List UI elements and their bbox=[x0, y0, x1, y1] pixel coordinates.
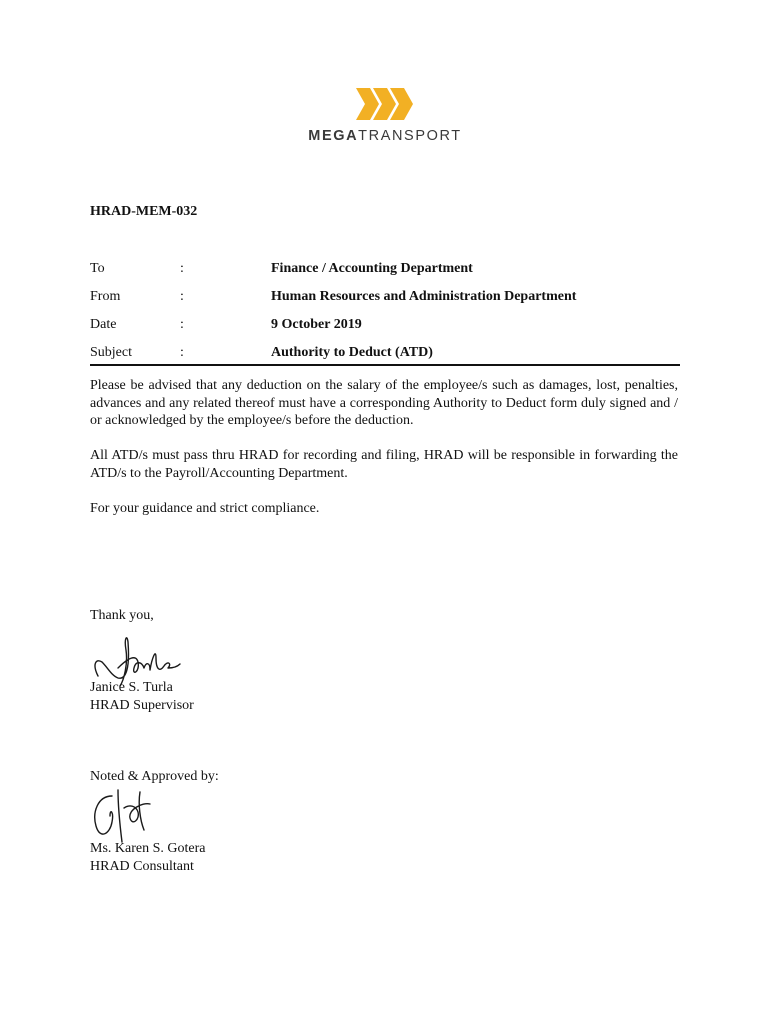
body-paragraph: Please be advised that any deduction on the salary of the employee/s such as damages, lost, penalties, advances and any related thereof must have a corresponding Authority to Deduct form duly signed and / or acknowledged by the employee/s before the deduction. bbox=[90, 378, 678, 428]
header-label: From bbox=[90, 289, 121, 304]
header-value: 9 October 2019 bbox=[271, 317, 362, 332]
chevrons-logo-icon bbox=[354, 86, 414, 122]
company-logo bbox=[0, 86, 768, 144]
logo-chevron bbox=[356, 88, 379, 120]
header-divider bbox=[90, 364, 680, 366]
header-label: To bbox=[90, 261, 105, 276]
header-colon: : bbox=[180, 289, 184, 304]
logo-text-bold: MEGA bbox=[308, 128, 359, 144]
memo-number: HRAD-MEM-032 bbox=[90, 204, 198, 219]
logo-wordmark bbox=[0, 128, 768, 144]
signatory-title: HRAD Supervisor bbox=[90, 698, 194, 713]
body-paragraph: All ATD/s must pass thru HRAD for recording and filing, HRAD will be responsible in forwarding the ATD/s to the Payroll/Accounting Department. bbox=[90, 448, 678, 481]
header-label: Subject bbox=[90, 345, 132, 360]
header-colon: : bbox=[180, 261, 184, 276]
header-value: Finance / Accounting Department bbox=[271, 261, 473, 276]
body-paragraph: For your guidance and strict compliance. bbox=[90, 501, 320, 516]
header-colon: : bbox=[180, 345, 184, 360]
logo-text-regular: TRANSPORT bbox=[358, 128, 462, 144]
header-value: Human Resources and Administration Department bbox=[271, 289, 577, 304]
signature-2 bbox=[88, 786, 158, 846]
signatory-name: Ms. Karen S. Gotera bbox=[90, 841, 206, 856]
closing-text: Thank you, bbox=[90, 608, 154, 623]
approved-label: Noted & Approved by: bbox=[90, 769, 219, 784]
signatory-name: Janice S. Turla bbox=[90, 680, 173, 695]
header-label: Date bbox=[90, 317, 117, 332]
header-value: Authority to Deduct (ATD) bbox=[271, 345, 433, 360]
header-colon: : bbox=[180, 317, 184, 332]
signatory-title: HRAD Consultant bbox=[90, 859, 194, 874]
